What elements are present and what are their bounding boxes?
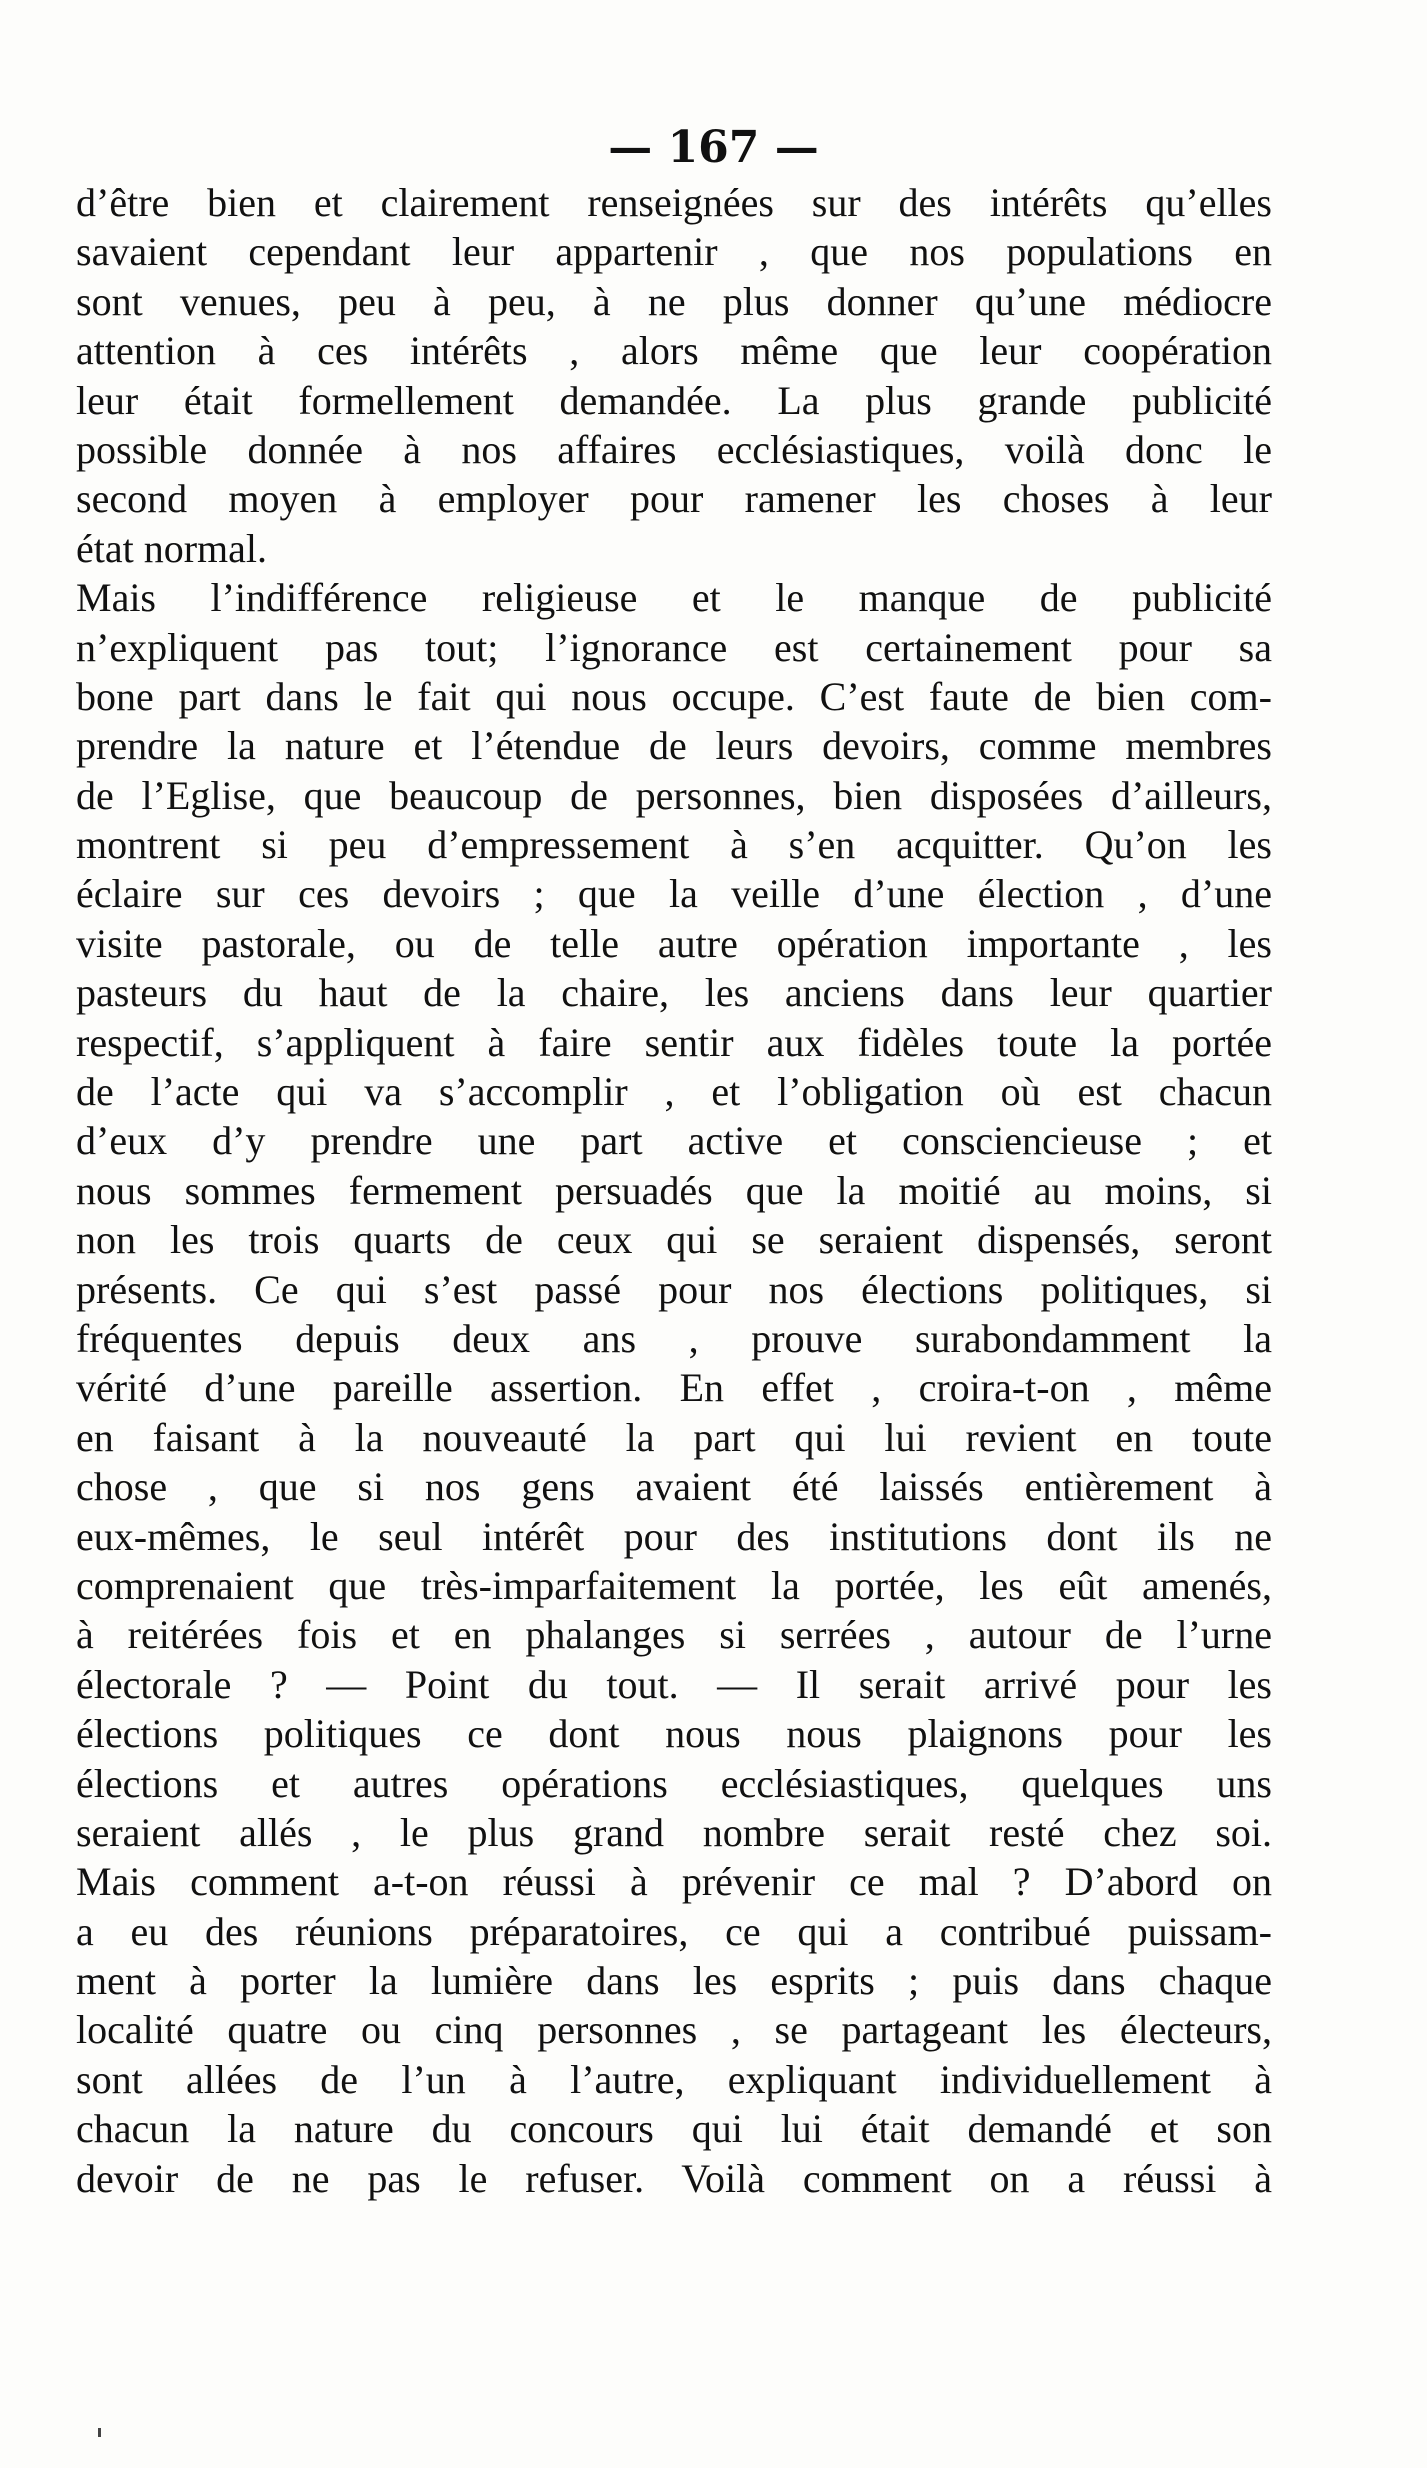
- text-line: de l’acte qui va s’accomplir , et l’obligation où est chacun: [76, 1069, 1272, 1115]
- body-text: [76, 178, 1272, 2203]
- text-line: prendre la nature et l’étendue de leurs devoirs, comme membres: [76, 723, 1272, 769]
- text-line: comprenaient que très-imparfaitement la portée, les eût amenés,: [76, 1562, 1272, 1608]
- text-line: chose , que si nos gens avaient été laissés entièrement à: [76, 1464, 1272, 1510]
- text-line: possible donnée à nos affaires ecclésiastiques, voilà donc le: [76, 426, 1272, 472]
- text-line: montrent si peu d’empressement à s’en acquitter. Qu’on les: [76, 822, 1272, 868]
- text-line: n’expliquent pas tout; l’ignorance est certainement pour sa: [76, 624, 1272, 670]
- text-line: savaient cependant leur appartenir , que nos populations en: [76, 229, 1272, 275]
- text-line: a eu des réunions préparatoires, ce qui a contribué puissam-: [76, 1908, 1272, 1954]
- text-line: en faisant à la nouveauté la part qui lui revient en toute: [76, 1414, 1272, 1460]
- text-line: ment à porter la lumière dans les esprits ; puis dans chaque: [76, 1958, 1272, 2004]
- page-number: — 167 —: [608, 122, 819, 173]
- text-line: à reitérées fois et en phalanges si serrées , autour de l’urne: [76, 1612, 1272, 1658]
- text-line: Mais comment a-t-on réussi à prévenir ce mal ? D’abord on: [76, 1859, 1272, 1905]
- text-line: sont venues, peu à peu, à ne plus donner qu’une médiocre: [76, 278, 1272, 324]
- text-line: d’eux d’y prendre une part active et consciencieuse ; et: [76, 1118, 1272, 1164]
- text-line: pasteurs du haut de la chaire, les anciens dans leur quartier: [76, 970, 1272, 1016]
- text-line: visite pastorale, ou de telle autre opération importante , les: [76, 920, 1272, 966]
- text-line: état normal.: [76, 525, 268, 571]
- text-line: sont allées de l’un à l’autre, expliquant individuellement à: [76, 2056, 1272, 2102]
- text-line: respectif, s’appliquent à faire sentir aux fidèles toute la portée: [76, 1019, 1272, 1065]
- text-line: éclaire sur ces devoirs ; que la veille d’une élection , d’une: [76, 871, 1272, 917]
- text-line: leur était formellement demandée. La plus grande publicité: [76, 377, 1272, 423]
- print-speck: [98, 2428, 101, 2437]
- text-line: chacun la nature du concours qui lui était demandé et son: [76, 2106, 1272, 2152]
- text-line: second moyen à employer pour ramener les choses à leur: [76, 476, 1272, 522]
- text-line: seraient allés , le plus grand nombre serait resté chez soi.: [76, 1809, 1272, 1855]
- text-line: non les trois quarts de ceux qui se seraient dispensés, seront: [76, 1217, 1272, 1263]
- text-line: électorale ? — Point du tout. — Il serait arrivé pour les: [76, 1661, 1272, 1707]
- text-line: eux-mêmes, le seul intérêt pour des institutions dont ils ne: [76, 1513, 1272, 1559]
- text-line: fréquentes depuis deux ans , prouve surabondamment la: [76, 1315, 1272, 1361]
- text-line: élections politiques ce dont nous nous plaignons pour les: [76, 1711, 1272, 1757]
- text-line: attention à ces intérêts , alors même que leur coopération: [76, 328, 1272, 374]
- text-line: bone part dans le fait qui nous occupe. C’est faute de bien com-: [76, 673, 1272, 719]
- text-line: nous sommes fermement persuadés que la moitié au moins, si: [76, 1167, 1272, 1213]
- text-line: devoir de ne pas le refuser. Voilà comment on a réussi à: [76, 2155, 1272, 2201]
- text-line: présents. Ce qui s’est passé pour nos élections politiques, si: [76, 1266, 1272, 1312]
- text-line: de l’Eglise, que beaucoup de personnes, bien disposées d’ailleurs,: [76, 772, 1272, 818]
- text-line: d’être bien et clairement renseignées sur des intérêts qu’elles: [76, 180, 1272, 225]
- text-line: localité quatre ou cinq personnes , se partageant les électeurs,: [76, 2007, 1272, 2053]
- text-line: vérité d’une pareille assertion. En effet , croira-t-on , même: [76, 1365, 1272, 1411]
- text-line: élections et autres opérations ecclésiastiques, quelques uns: [76, 1760, 1272, 1806]
- text-line: Mais l’indifférence religieuse et le manque de publicité: [76, 575, 1272, 621]
